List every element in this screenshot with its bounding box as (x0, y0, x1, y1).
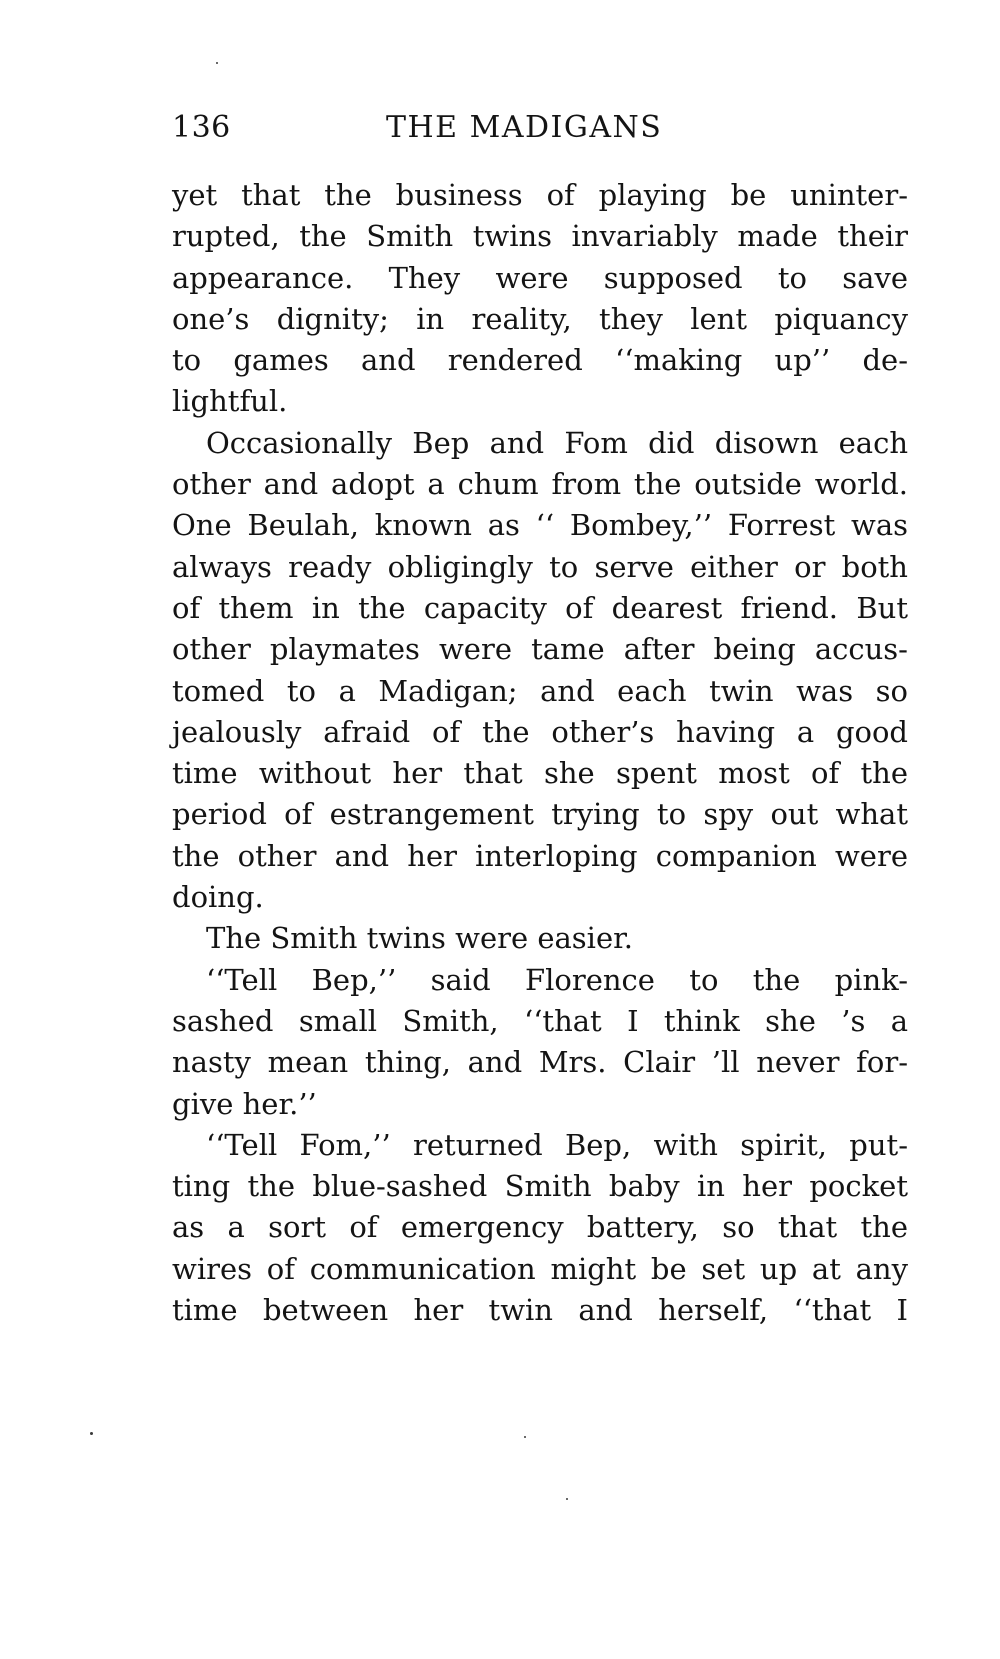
text-line: wires of communication might be set up at any (172, 1251, 908, 1286)
scan-speck (90, 1432, 93, 1435)
page-number: 136 (172, 110, 231, 145)
text-line: one’s dignity; in reality, they lent piquancy (172, 301, 908, 336)
text-line: doing. (172, 880, 264, 915)
text-line: to games and rendered ‘‘making up’’ de- (172, 343, 908, 378)
text-line: jealously afraid of the other’s having a good (172, 714, 908, 749)
scan-speck (524, 1436, 526, 1438)
text-line: ‘‘Tell Bep,’’ said Florence to the pink- (206, 962, 908, 997)
text-line: of them in the capacity of dearest friend. But (172, 590, 908, 625)
text-line: other playmates were tame after being accus- (172, 632, 908, 667)
text-line: as a sort of emergency battery, so that the (172, 1210, 908, 1245)
text-line: time without her that she spent most of the (172, 756, 908, 791)
running-title: THE MADIGANS (386, 110, 663, 145)
text-line: appearance. They were supposed to save (172, 260, 908, 295)
text-line: ting the blue-sashed Smith baby in her pocket (172, 1169, 908, 1204)
page-header (172, 108, 908, 148)
text-line: tomed to a Madigan; and each twin was so (172, 673, 908, 708)
text-line: lightful. (172, 384, 288, 419)
text-line: time between her twin and herself, ‘‘that I (172, 1293, 908, 1328)
text-line: The Smith twins were easier. (206, 921, 634, 956)
text-line: other and adopt a chum from the outside world. (172, 467, 908, 502)
text-line: Occasionally Bep and Fom did disown each (206, 425, 908, 460)
text-line: the other and her interloping companion were (172, 838, 908, 873)
scan-speck (566, 1498, 568, 1500)
text-line: nasty mean thing, and Mrs. Clair ’ll never for- (172, 1045, 908, 1080)
text-line: always ready obligingly to serve either or both (172, 549, 908, 584)
text-line: give her.’’ (172, 1086, 317, 1121)
text-line: ‘‘Tell Fom,’’ returned Bep, with spirit, put- (206, 1127, 908, 1162)
text-line: period of estrangement trying to spy out what (172, 797, 908, 832)
body-text (172, 175, 908, 1331)
text-line: rupted, the Smith twins invariably made their (172, 219, 908, 254)
scan-speck (216, 62, 218, 64)
text-line: One Beulah, known as ‘‘ Bombey,’’ Forrest was (172, 508, 908, 543)
text-line: sashed small Smith, ‘‘that I think she ’s a (172, 1003, 908, 1038)
text-line: yet that the business of playing be uninter- (172, 178, 908, 212)
